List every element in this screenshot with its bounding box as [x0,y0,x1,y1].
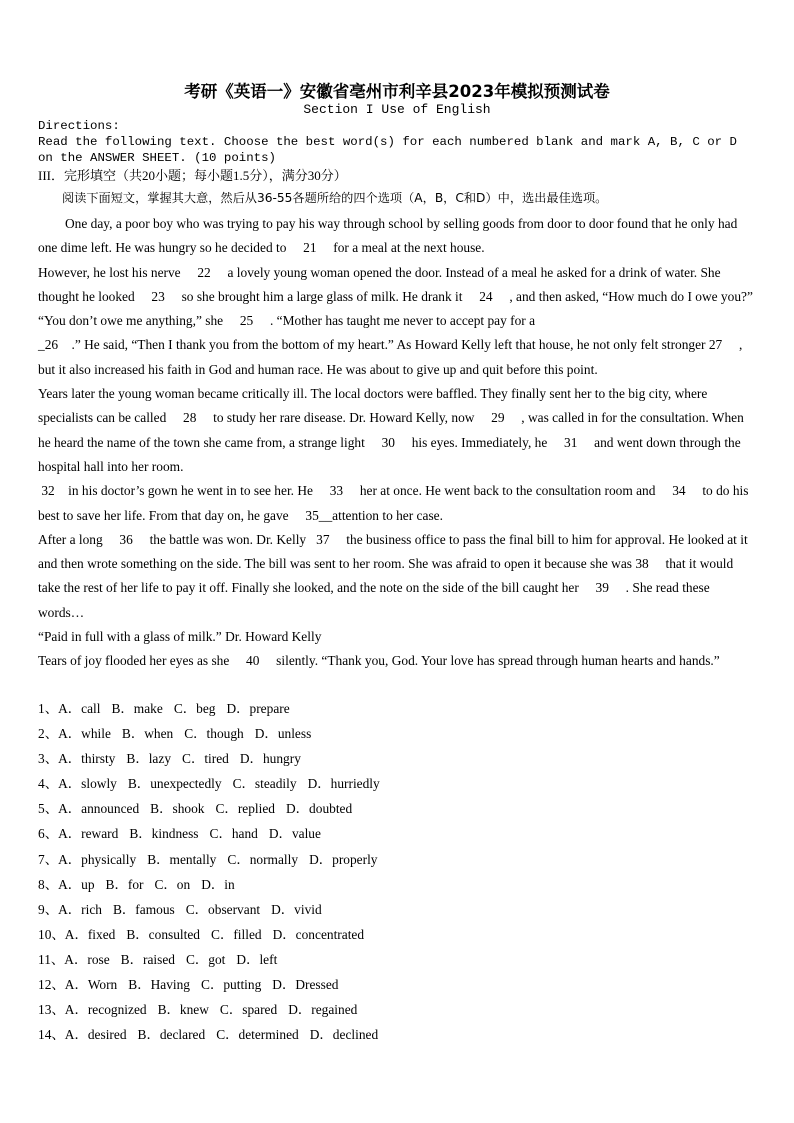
option-a[interactable]: A．desired [64,1027,127,1043]
question-row [38,746,756,771]
option-c[interactable]: C．spared [219,1002,278,1018]
option-a[interactable]: A．while [58,726,111,742]
part-instruction: 阅读下面短文，掌握其大意，然后从36-55各题所给的四个选项（A，B，C和D）中，选出最佳选项。 [62,191,608,205]
option-a[interactable]: A．recognized [64,1002,147,1018]
passage-paragraph: “You don’t owe me anything,” she 25 . “Mother has taught me never to accept pay for a [38,313,536,329]
question-row [38,1022,756,1047]
option-a[interactable]: A．thirsty [58,751,116,767]
passage-paragraph: 32 in his doctor’s gown he went in to see her. He 33 her at once. He went back to the consultation room and 34 to do his best to save her life. From that day on, he gave 35__attention to her case. [38,483,752,523]
option-a[interactable]: A．physically [58,851,137,867]
cloze-passage [38,212,756,674]
question-number: 14、 [38,1027,65,1043]
question-number: 1、 [38,701,59,716]
option-d[interactable]: D．vivid [271,901,322,917]
directions-label: Directions: [38,119,120,133]
question-number: 6、 [38,826,59,842]
option-d[interactable]: D．doubted [286,801,353,817]
option-c[interactable]: C．putting [201,977,262,993]
question-number: 4、 [38,776,59,792]
option-b[interactable]: B．shook [150,801,205,817]
question-row [38,947,756,972]
option-c[interactable]: C．hand [209,826,258,842]
option-b[interactable]: B．unexpectedly [127,776,222,792]
option-c[interactable]: C．steadily [232,776,297,792]
option-b[interactable]: B．Having [128,977,191,993]
question-row [38,821,756,846]
question-number: 10、 [38,926,65,942]
question-number: 3、 [38,751,59,767]
option-b[interactable]: B．famous [112,901,175,917]
option-c[interactable]: C．got [185,951,226,967]
option-d[interactable]: D．hurriedly [307,776,380,792]
question-number: 5、 [38,801,59,817]
option-c[interactable]: C．filled [211,926,262,942]
option-c[interactable]: C．observant [185,901,261,917]
passage-paragraph: “Paid in full with a glass of milk.” Dr. Howard Kelly [38,629,322,645]
part-heading: III．完形填空（共20小题；每小题1.5分），满分30分） [38,168,347,183]
question-row [38,897,756,922]
option-d[interactable]: D．left [236,951,278,967]
question-row [38,847,756,872]
option-b[interactable]: B．when [121,726,174,742]
option-b[interactable]: B．make [111,701,163,716]
option-d[interactable]: D．unless [254,726,312,742]
option-a[interactable]: A．reward [58,826,119,842]
option-a[interactable]: A．call [58,701,101,716]
option-c[interactable]: C．replied [215,801,275,817]
question-row [38,997,756,1022]
directions-text: Read the following text. Choose the best word(s) for each numbered blank and mark A, B, C or D on the ANSWER SHEET. (10 points) [38,135,737,165]
option-b[interactable]: B．raised [120,951,175,967]
question-row [38,796,756,821]
option-b[interactable]: B．mentally [147,851,217,867]
passage-paragraph: Tears of joy flooded her eyes as she 40 silently. “Thank you, God. Your love has spread through human hearts and hands.” [38,653,720,669]
option-d[interactable]: D．properly [309,851,378,867]
option-a[interactable]: A．rich [58,901,102,917]
option-b[interactable]: B．lazy [126,751,172,767]
option-b[interactable]: B．declared [137,1027,206,1043]
question-row [38,696,756,721]
option-a[interactable]: A．slowly [58,776,117,792]
option-d[interactable]: D．hungry [239,751,301,767]
option-c[interactable]: C．though [184,726,244,742]
question-number: 2、 [38,726,59,742]
passage-paragraph: However, he lost his nerve 22 a lovely young woman opened the door. Instead of a meal he asked for a drink of water. She thought he looked 23 so she brought him a large glass of milk. He drank it 24 , and then asked, “How much do I owe you?” [38,264,753,304]
option-d[interactable]: D．value [268,826,321,842]
question-number: 9、 [38,901,59,917]
question-row [38,721,756,746]
option-c[interactable]: C．on [154,876,191,892]
option-a[interactable]: A．rose [64,951,110,967]
page-title: 考研《英语一》安徽省亳州市利辛县2023年模拟预测试卷 [184,82,610,101]
question-number: 11、 [38,951,65,967]
option-c[interactable]: C．beg [173,701,216,716]
question-row [38,872,756,897]
option-d[interactable]: D．regained [288,1002,358,1018]
question-number: 7、 [38,851,59,867]
option-d[interactable]: D．prepare [226,701,290,716]
option-d[interactable]: D．Dressed [272,977,339,993]
question-row [38,972,756,997]
option-a[interactable]: A．fixed [64,926,116,942]
option-d[interactable]: D．in [201,876,235,892]
passage-paragraph: After a long 36 the battle was won. Dr. Kelly 37 the business office to pass the final bill to him for approval. He looked at it and then wrote something on the side. The bill was sent to her room. She was afraid to open it because she was 38 that it would take the rest of her life to pay it off. Finally she looked, and the note on the side of the bill caught her 39 . She read these words… [38,531,752,620]
question-number: 13、 [38,1002,65,1018]
option-d[interactable]: D．declined [309,1027,379,1043]
question-row [38,922,756,947]
option-d[interactable]: D．concentrated [272,926,365,942]
option-c[interactable]: C．normally [227,851,299,867]
question-number: 8、 [38,876,59,892]
question-row [38,771,756,796]
passage-paragraph: One day, a poor boy who was trying to pay his way through school by selling goods from door to door found that he only had one dime left. He was hungry so he decided to 21 for a meal at the next house. [38,216,741,256]
option-b[interactable]: B．for [105,876,144,892]
option-c[interactable]: C．determined [216,1027,299,1043]
question-options-list [38,696,756,1047]
question-number: 12、 [38,977,65,993]
option-b[interactable]: B．consulted [126,926,201,942]
option-a[interactable]: A．up [58,876,95,892]
passage-paragraph: _26 .” He said, “Then I thank you from the bottom of my heart.” As Howard Kelly left that house, he not only felt stronger 27 , but it also increased his faith in God and human race. He was about to give up and quit before this point. [38,337,746,377]
option-b[interactable]: B．kindness [129,826,199,842]
option-a[interactable]: A．Worn [64,977,118,993]
option-b[interactable]: B．knew [157,1002,209,1018]
section-heading: Section I Use of English [303,102,491,117]
option-a[interactable]: A．announced [58,801,140,817]
option-c[interactable]: C．tired [182,751,229,767]
passage-paragraph: Years later the young woman became critically ill. The local doctors were baffled. They finally sent her to the big city, where specialists can be called 28 to study her rare disease. Dr. Howard Kelly, now 29 , was called in for the consultation. When he heard the name of the town she came from, a strange light 30 his eyes. Immediately, he 31 and went down through the hospital hall into her room. [38,386,748,474]
